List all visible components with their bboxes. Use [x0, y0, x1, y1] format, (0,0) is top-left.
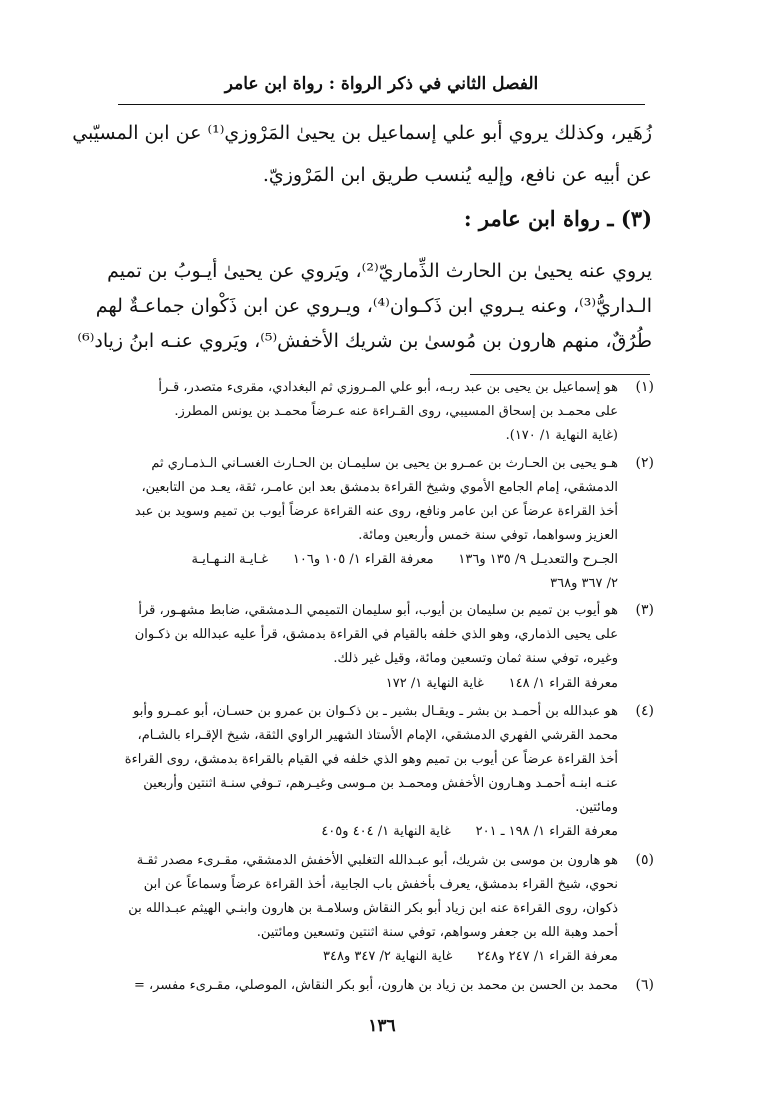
page-number: ١٣٦	[368, 1016, 396, 1036]
footnote-line: هو أيوب بن تميم بن سليمان بن أيوب، أبو سليمان التميمي الـدمشقي، ضابط مشهـور، قرأ	[138, 603, 618, 618]
footnote-reference: معرفة القراء ١/ ١٩٨ ـ ٢٠١ غاية النهاية ١/ ٤٠٤ و٤٠٥	[321, 824, 618, 839]
footnote-line: الدمشقي، إمام الجامع الأموي وشيخ القراءة بدمشق بعد ابن عامـر، ثقة، يعـد من التابعين،	[141, 480, 618, 495]
footnote-line: نحوي، شيخ القراء بدمشق، يعرف بأخفش باب الجابية، أخذ القراءة عرضاً وسماعاً عن ابن	[143, 877, 618, 892]
footnote-reference: معرفة القراء ١/ ١٤٨ غاية النهاية ١/ ١٧٢	[385, 676, 618, 691]
footnote-separator	[470, 374, 650, 375]
main-text-line: الـداريُّ⁽³⁾، وعنه يـروي ابن ذَكـوان⁽⁴⁾، ويـروي عن ابن ذَكْوان جماعـةٌ لهم	[95, 295, 652, 317]
footnote-line: محمد القرشي الفهري الدمشقي، الإمام الأستاذ الشهير الراوي الثقة، شيخ الإقـراء بالشـام،	[137, 728, 618, 743]
footnote-line: على محمـد بن إسحاق المسيبي، روى القـراءة عنه عـرضاً محمـد بن يونس المطرز.	[174, 404, 618, 419]
main-text-line: عن أبيه عن نافع، وإليه يُنسب طريق ابن المَرْوزيّ.	[262, 164, 652, 186]
section-heading: (٣) ـ رواة ابن عامر :	[463, 206, 652, 231]
header-rule	[118, 104, 645, 105]
footnote-number: (٣)	[635, 602, 654, 618]
footnote-line: أخذ القراءة عرضاً عن أيوب بن تميم وهو الذي خلفه في القيام بالقراءة بدمشق، روى القراءة	[124, 752, 618, 767]
footnote-number: (٤)	[635, 703, 654, 719]
main-text-line: زُهَير، وكذلك يروي أبو علي إسماعيل بن يحيىٰ المَرْوزي⁽¹⁾ عن ابن المسيّبي	[72, 122, 652, 144]
running-header: الفصل الثاني في ذكر الرواة : رواة ابن عامر	[224, 74, 539, 94]
footnote-line: على يحيى الذماري، وهو الذي خلفه بالقيام في القراءة بدمشق، قرأ عليه عبدالله بن ذكـوان	[134, 627, 618, 642]
footnote-line: هو هارون بن موسى بن شريك، أبو عبـدالله التغلبي الأخفش الدمشقي، مقـرىء مصدر ثقـة	[136, 853, 618, 868]
footnote-line: وغيره، توفي سنة ثمان وتسعين ومائة، وقيل غير ذلك.	[333, 651, 618, 666]
footnote-number: (١)	[635, 379, 654, 395]
footnote-reference: ٢/ ٣٦٧ و٣٦٨	[550, 576, 618, 591]
footnote-line: العزيز وسواهما، توفي سنة خمس وأربعين ومائة.	[358, 528, 618, 543]
footnote-line: هو إسماعيل بن يحيى بن عبد ربـه، أبو علي المـروزي ثم البغدادي، مقرىء متصدر، قـرأ	[158, 380, 618, 395]
footnote-line: ومائتين.	[575, 800, 618, 815]
footnote-number: (٦)	[635, 977, 654, 993]
footnote-line: أخذ القراءة عرضاً عن ابن عامر ونافع، روى عنه القراءة عرضاً أيوب بن تميم وسويد بن عبد	[134, 504, 618, 519]
footnote-number: (٥)	[635, 852, 654, 868]
main-text-line: طُرُقٌ، منهم هارون بن مُوسىٰ بن شريك الأخفش⁽⁵⁾، ويَروي عنـه ابنُ زياد⁽⁶⁾	[77, 330, 652, 352]
footnote-line: ذكوان، روى القراءة عنه ابن زياد أبو بكر النقاش وسلامـة بن هارون وابنـي الهيثم عبـدالله بن	[128, 901, 618, 916]
footnote-number: (٢)	[635, 455, 654, 471]
footnote-reference: الجـرح والتعديـل ٩/ ١٣٥ و١٣٦ معرفة القراء ١/ ١٠٥ و١٠٦ غـايـة النـهـايـة	[191, 552, 618, 567]
footnote-line: عنـه ابنـه أحمـد وهـارون الأخفش ومحمـد بن مـوسى وغيـرهم، تـوفي سنـة اثنتين وأربعين	[143, 776, 618, 791]
main-text-line: يروي عنه يحيىٰ بن الحارث الذِّماريّ⁽²⁾، ويَروي عن يحيىٰ أيـوبُ بن تميم	[107, 260, 652, 282]
footnote-reference: معرفة القراء ١/ ٢٤٧ و٢٤٨ غاية النهاية ٢/ ٣٤٧ و٣٤٨	[322, 949, 618, 964]
footnote-line: هـو يحيى بن الحـارث بن عمـرو بن يحيى بن سليمـان بن الحـارث الغسـاني الـذمـاري ثم	[151, 456, 618, 471]
footnote-line: محمد بن الحسن بن محمد بن زياد بن هارون، أبو بكر النقاش، الموصلي، مقـرىء مفسر، =	[133, 978, 618, 993]
footnote-line: هو عبدالله بن أحمـد بن بشر ـ ويقـال بشير ـ بن ذكـوان بن عمرو بن حسـان، أبو عمـرو وأبو	[133, 704, 618, 719]
footnote-line: (غاية النهاية ١/ ١٧٠).	[505, 428, 618, 443]
footnote-line: أحمد وهبة الله بن جعفر وسواهم، توفي سنة اثنتين وتسعين ومائتين.	[256, 925, 618, 940]
